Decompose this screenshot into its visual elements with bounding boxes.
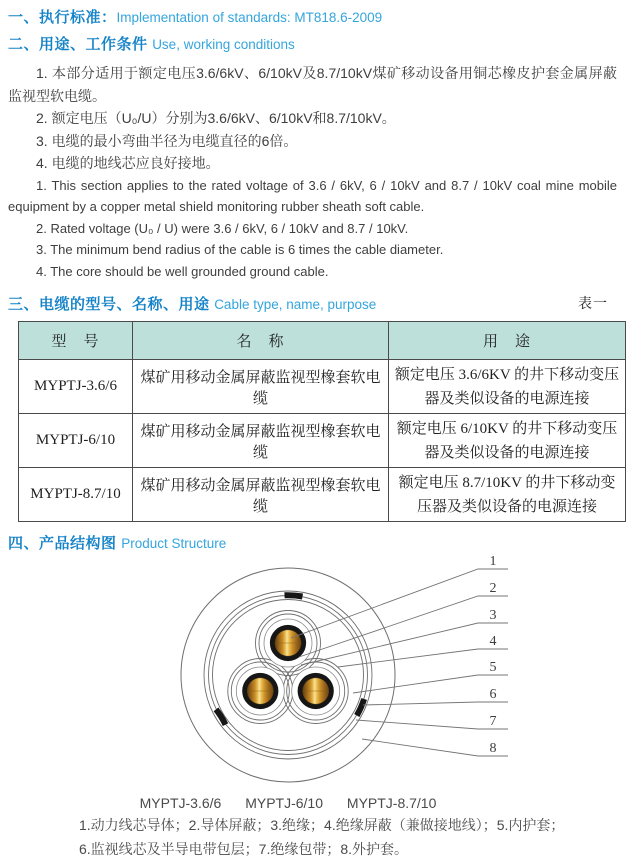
tape-ring-outer	[204, 591, 372, 759]
power-core-right	[292, 667, 340, 715]
condition-cn-1: 1. 本部分适用于额定电压3.6/6kV、6/10kV及8.7/10kV煤矿移动设备用铜芯橡皮护套金属屏蔽监视型软电缆。	[8, 62, 617, 107]
table-number-note: 表一	[578, 295, 608, 314]
outer-sheath-circle	[181, 568, 395, 782]
condition-cn-3: 3. 电缆的最小弯曲半径为电缆直径的6倍。	[8, 130, 617, 153]
model-label-1: MYPTJ-3.6/6	[140, 795, 222, 811]
section-3-title	[8, 295, 376, 314]
condition-en-4: 4. The core should be well grounded ground cable.	[8, 261, 617, 283]
condition-en-2: 2. Rated voltage (U₀ / U) were 3.6 / 6kV, 6 / 10kV and 8.7 / 10kV.	[8, 218, 617, 240]
callout-number-8: 8	[490, 741, 497, 756]
section-1-title-en: Implementation of standards: MT818.6-2009	[117, 10, 383, 25]
power-core-left	[236, 667, 284, 715]
cell-model: MYPTJ-3.6/6	[19, 360, 133, 414]
section-2-title-cn: 二、用途、工作条件	[8, 36, 148, 53]
header-model: 型 号	[19, 322, 133, 360]
cable-cross-section-diagram	[8, 555, 615, 793]
table-row	[19, 414, 626, 468]
model-label-2: MYPTJ-6/10	[245, 795, 323, 811]
callout-number-2: 2	[490, 581, 497, 596]
section-2-heading	[8, 35, 617, 54]
header-name: 名 称	[133, 322, 389, 360]
section-1-heading	[8, 8, 617, 27]
table-row	[19, 468, 626, 522]
cell-name: 煤矿用移动金属屏蔽监视型橡套软电缆	[133, 360, 389, 414]
legend-line-2: 6.监视线芯及半导电带包层；7.绝缘包带；8.外护套。	[79, 838, 617, 861]
section-1-title-cn: 一、执行标准：	[8, 9, 117, 26]
condition-cn-2: 2. 额定电压（U₀/U）分别为3.6/6kV、6/10kV和8.7/10kV。	[8, 107, 617, 130]
callout-leader-lines	[291, 569, 508, 756]
table-header-row	[19, 322, 626, 360]
callout-number-7: 7	[490, 714, 497, 729]
cell-name: 煤矿用移动金属屏蔽监视型橡套软电缆	[133, 468, 389, 522]
condition-en-1: 1. This section applies to the rated voltage of 3.6 / 6kV, 6 / 10kV and 8.7 / 10kV coal mine mobile equipment by a copper metal shield monitoring rubber sheath soft cable.	[8, 175, 617, 218]
cell-purpose: 额定电压 8.7/10KV 的井下移动变压器及类似设备的电源连接	[389, 468, 626, 522]
condition-cn-4: 4. 电缆的地线芯应良好接地。	[8, 152, 617, 175]
callout-number-4: 4	[490, 634, 497, 649]
cell-name: 煤矿用移动金属屏蔽监视型橡套软电缆	[133, 414, 389, 468]
diagram-legend	[8, 814, 617, 861]
cable-type-table	[18, 321, 626, 522]
model-label-3: MYPTJ-8.7/10	[347, 795, 436, 811]
callout-number-1: 1	[490, 555, 497, 569]
power-core-top	[264, 619, 312, 667]
cell-purpose: 额定电压 3.6/6KV 的井下移动变压器及类似设备的电源连接	[389, 360, 626, 414]
legend-line-1: 1.动力线芯导体；2.导体屏蔽；3.绝缘；4.绝缘屏蔽（兼做接地线）；5.内护套；	[79, 814, 617, 838]
callout-number-6: 6	[490, 687, 497, 702]
section-4-title-en: Product Structure	[121, 536, 226, 551]
cell-purpose: 额定电压 6/10KV 的井下移动变压器及类似设备的电源连接	[389, 414, 626, 468]
callout-number-5: 5	[490, 660, 497, 675]
cell-model: MYPTJ-6/10	[19, 414, 133, 468]
cell-model: MYPTJ-8.7/10	[19, 468, 133, 522]
section-3-title-en: Cable type, name, purpose	[214, 297, 376, 312]
section-3-title-cn: 三、电缆的型号、名称、用途	[8, 296, 210, 313]
condition-en-3: 3. The minimum bend radius of the cable is 6 times the cable diameter.	[8, 239, 617, 261]
callout-number-3: 3	[490, 608, 497, 623]
table-row	[19, 360, 626, 414]
section-4-title-cn: 四、产品结构图	[8, 535, 117, 552]
header-purpose: 用 途	[389, 322, 626, 360]
section-4-heading	[8, 534, 617, 553]
section-2-title-en: Use, working conditions	[152, 37, 295, 52]
section-3-heading	[8, 295, 617, 314]
callout-numbers	[490, 555, 497, 756]
